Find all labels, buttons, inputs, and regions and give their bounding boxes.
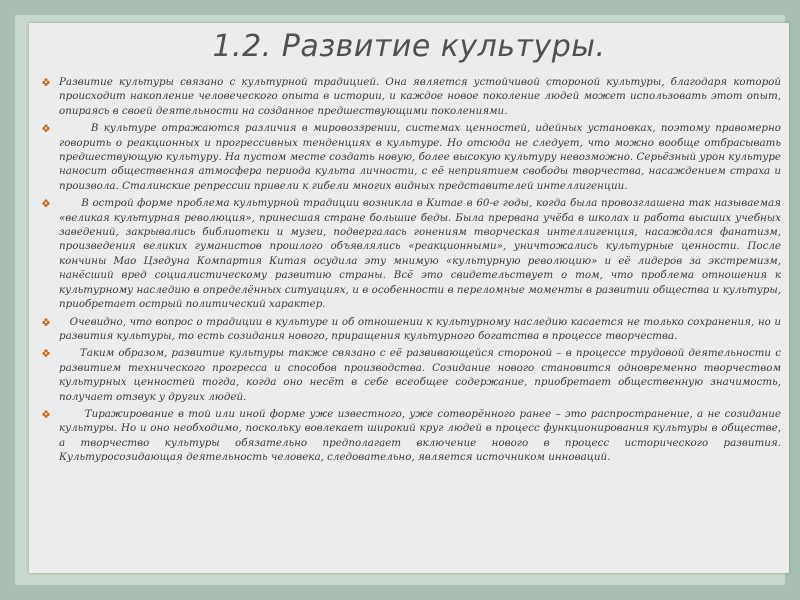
- flower-bullet-icon: [42, 318, 50, 326]
- slide-body: [41, 75, 785, 468]
- flower-bullet-icon: [42, 199, 50, 207]
- paragraph-text: Развитие культуры связано с культурной традицией. Она является устойчивой стороной культуры, благодаря которой происходит накопление человеческого опыта в истории, и каждое новое поколение людей может использовать этот опыт, опираясь в своей деятельности на созданное предшествующими поколениями.: [59, 76, 781, 117]
- paragraph-4: [41, 315, 785, 344]
- flower-bullet-icon: [42, 410, 50, 418]
- paragraph-text: В культуре отражаются различия в мировоззрении, системах ценностей, идейных установках, поэтому правомерно говорить о реакционных и прогрессивных тенденциях в культуре. Но отсюда не следует, что можно вообще отбрасывать предшествующую культуру. На пустом месте создать новую, более высокую культуру невозможно. Серьёзный урон культуре наносит общественная атмосфера периода культа личности, с её неприятием свободы творчества, насаждением страха и произвола. Сталинские репрессии привели к гибели многих видных представителей интеллигенции.: [59, 122, 785, 192]
- paragraph-2: [41, 121, 785, 193]
- flower-bullet-icon: [42, 349, 50, 357]
- slide-title: 1.2. Развитие культуры.: [212, 29, 606, 64]
- flower-bullet-icon: [42, 78, 50, 86]
- content-panel: [29, 23, 789, 573]
- paragraph-1: [41, 75, 781, 118]
- paragraph-text: Таким образом, развитие культуры также связано с её развивающейся стороной – в процессе трудовой деятельности с развитием технического прогресса и способов производства. Созидание нового становится одновременно творчеством культурных ценностей тогда, когда оно несёт в себе всеобщее содержание, приобретает общественную значимость, получает отзвук у других людей.: [59, 347, 785, 403]
- paragraph-6: [41, 407, 785, 465]
- slide-background: [15, 15, 785, 585]
- paragraph-text: Очевидно, что вопрос о традиции в культуре и об отношении к культурному наследию касается не только сохранения, но и развития культуры, то есть созидания нового, приращения культурного богатства в процессе творчества.: [59, 315, 785, 342]
- paragraph-text: В острой форме проблема культурной традиции возникла в Китае в 60-е годы, когда была провозглашена так называемая «великая культурная революция», принесшая стране большие беды. Была прервана учёба в школах и работа высших учебных заведений, закрывались библиотеки и музеи, подвергалась гонениям творческая интеллигенция, насаждался фанатизм, произведения великих гуманистов прошлого объявлялись «реакционными», уничтожались культурные ценности. После кончины Мао Цзедуна Компартия Китая осудила эту мнимую «культурную революцию» и её лидеров за экстремизм, нанёсший вред социалистическому развитию страны. Всё это свидетельствует о том, что проблема отношения к культурному наследию в определённых ситуациях, и в особенности в переломные моменты в развитии общества и культуры, приобретает острый политический характер.: [59, 197, 785, 311]
- paragraph-text: Тиражирование в той или иной форме уже известного, уже сотворённого ранее – это распространение, а не созидание культуры. Но и оно необходимо, поскольку вовлекает широкий круг людей в процесс функционирования культуры в обществе, а творчество культуры обязательно предполагает включение нового в процесс исторического развития. Культуросозидающая деятельность человека, следовательно, является источником инноваций.: [59, 407, 785, 464]
- paragraph-5: [41, 346, 785, 404]
- flower-bullet-icon: [42, 124, 50, 132]
- paragraph-3: [41, 196, 785, 311]
